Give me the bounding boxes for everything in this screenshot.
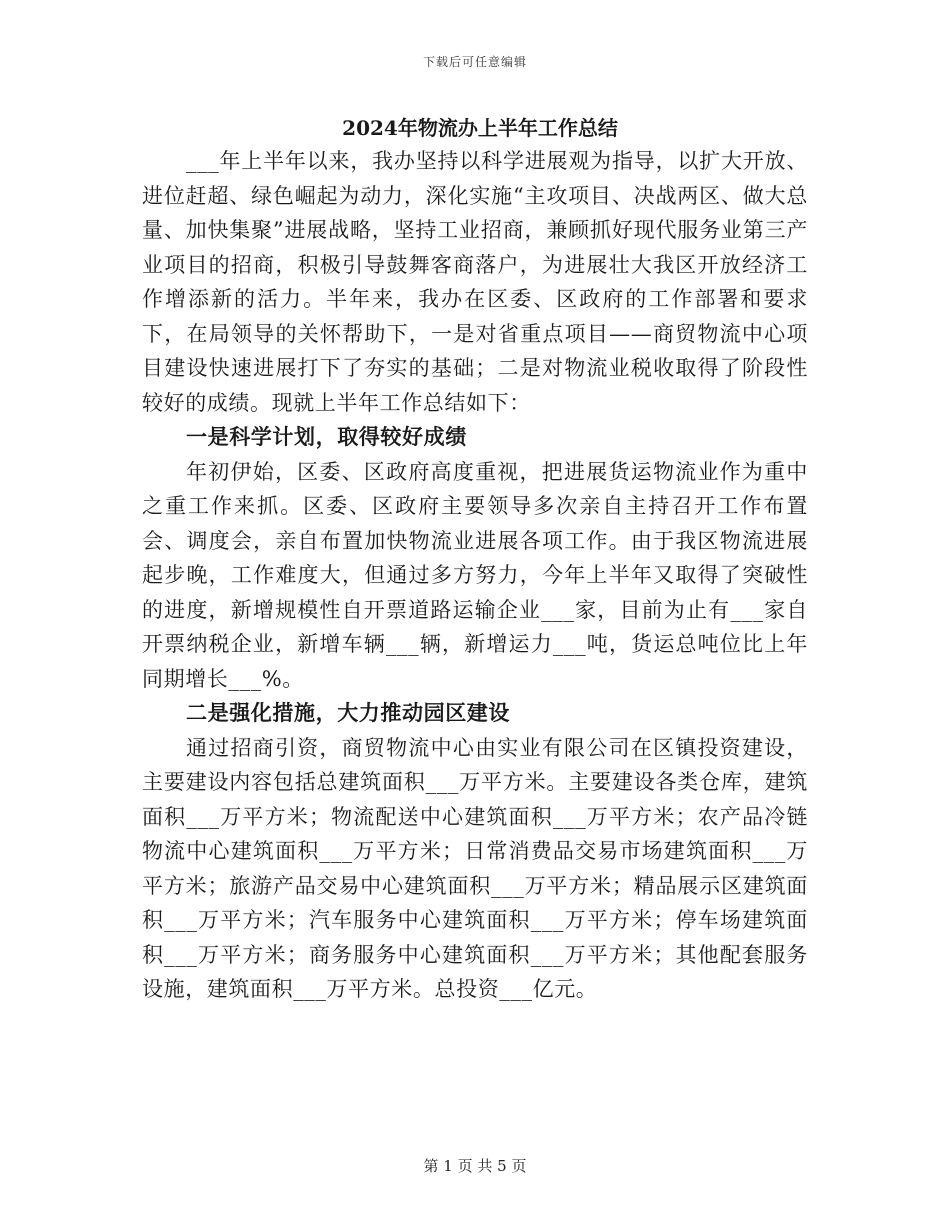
section-heading-2: 二是强化措施，大力推动园区建设 [186, 700, 510, 725]
document-body [142, 112, 808, 1007]
section-body-1: 年初伊始，区委、区政府高度重视，把进展货运物流业作为重中之重工作来抓。区委、区政府主要领导多次亲自主持召开工作布置会、调度会，亲自布置加快物流业进展各项工作。由于我区物流进展起步晚，工作难度大，但通过多方努力，今年上半年又取得了突破性的进度，新增规模性自开票道路运输企业___家，目前为止有___家自开票纳税企业，新增车辆___辆，新增运力___吨，货运总吨位比上年同期增长___%。 [142, 459, 808, 691]
document-title: 2024年物流办上半年工作总结 [342, 116, 618, 140]
header-note: 下载后可任意编辑 [422, 55, 527, 69]
page-number: 第 1 页 共 5 页 [423, 1157, 527, 1175]
section-heading-1: 一是科学计划，取得较好成绩 [186, 424, 467, 449]
section-body-2: 通过招商引资，商贸物流中心由实业有限公司在区镇投资建设，主要建设内容包括总建筑面积___万平方米。主要建设各类仓库，建筑面积___万平方米；物流配送中心建筑面积___万平方米；农产品冷链物流中心建筑面积___万平方米；日常消费品交易市场建筑面积___万平方米；旅游产品交易中心建筑面积___万平方米；精品展示区建筑面积___万平方米；汽车服务中心建筑面积___万平方米；停车场建筑面积___万平方米；商务服务中心建筑面积___万平方米；其他配套服务设施，建筑面积___万平方米。总投资___亿元。 [142, 735, 808, 1001]
intro-paragraph: ___年上半年以来，我办坚持以科学进展观为指导，以扩大开放、进位赶超、绿色崛起为动力，深化实施“主攻项目、决战两区、做大总量、加快集聚”进展战略，坚持工业招商，兼顾抓好现代服务业第三产业项目的招商，积极引导鼓舞客商落户，为进展壮大我区开放经济工作增添新的活力。半年来，我办在区委、区政府的工作部署和要求下，在局领导的关怀帮助下，一是对省重点项目——商贸物流中心项目建设快速进展打下了夯实的基础；二是对物流业税收取得了阶段性较好的成绩。现就上半年工作总结如下： [142, 149, 808, 415]
